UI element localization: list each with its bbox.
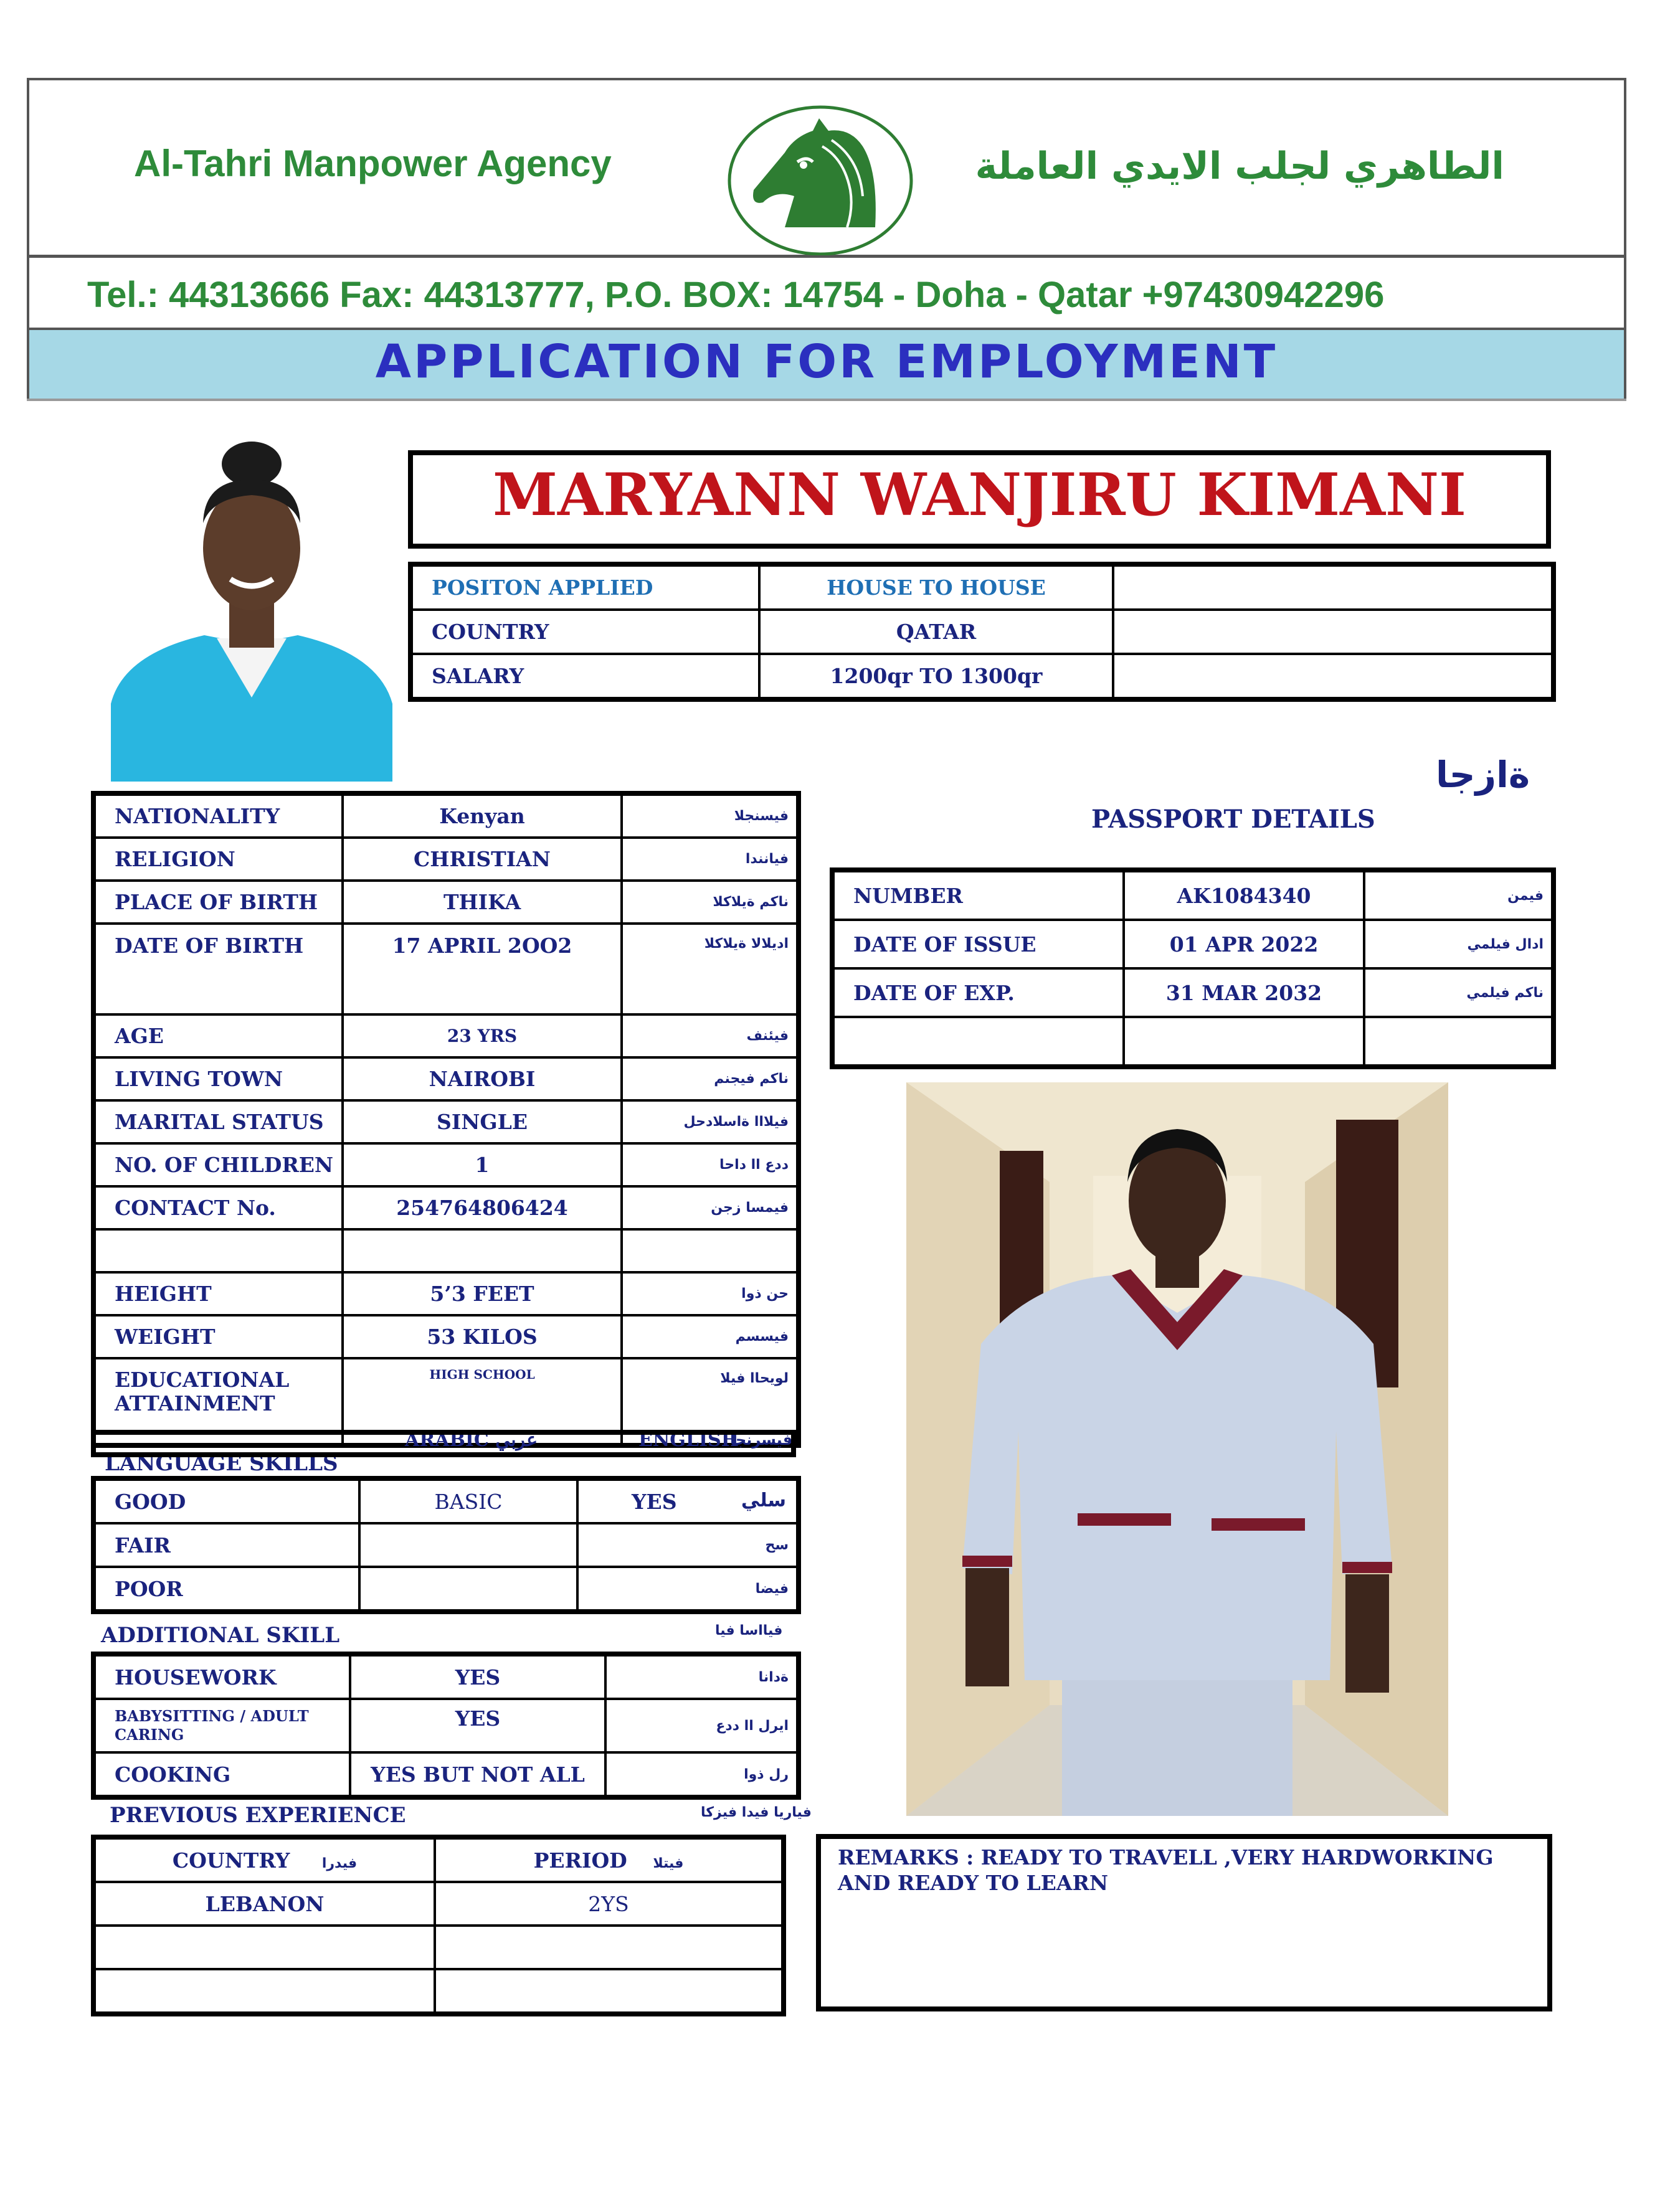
table-row: [93, 1229, 799, 1272]
empty-cell: [1124, 1017, 1364, 1067]
fair-arabic-value: [359, 1523, 577, 1567]
fair-arabic-label: سح: [577, 1523, 799, 1567]
date-of-expiry-label: DATE OF EXP.: [832, 968, 1124, 1017]
table-row: [93, 1315, 799, 1358]
weight-label: WEIGHT: [93, 1315, 343, 1358]
country-header-arabic: فيدرا: [321, 1855, 358, 1871]
table-row: [93, 1567, 799, 1612]
empty-cell: [1113, 564, 1553, 610]
religion-label: RELIGION: [93, 838, 343, 881]
table-row: [93, 1143, 799, 1186]
language-header-bar: [91, 1430, 796, 1457]
living-town-value: NAIROBI: [343, 1057, 622, 1100]
good-arabic-label: سلي: [741, 1490, 786, 1511]
additional-skill-title: ADDITIONAL SKILL: [101, 1623, 340, 1648]
weight-value: 53 KILOS: [343, 1315, 622, 1358]
country-value: QATAR: [759, 610, 1113, 654]
date-of-expiry-value: 31 MAR 2032: [1124, 968, 1364, 1017]
table-row: [93, 1272, 799, 1315]
table-row: [93, 838, 799, 881]
table-row: [410, 610, 1553, 654]
salary-value: 1200qr TO 1300qr: [759, 654, 1113, 699]
passport-details-title: PASSPORT DETAILS: [1091, 805, 1375, 834]
country-header-text: COUNTRY: [172, 1848, 290, 1873]
additional-skill-title-arabic: فيااسا فيا: [715, 1623, 783, 1638]
table-row: [410, 654, 1553, 699]
empty-cell: [1113, 610, 1553, 654]
header-divider: [27, 399, 1626, 412]
table-row: [93, 924, 799, 1014]
table-row: [93, 1752, 799, 1797]
table-row: [93, 1882, 784, 1926]
cooking-arabic: رل ذوا: [605, 1752, 799, 1797]
good-english-value: YES: [632, 1489, 677, 1514]
religion-arabic: فيانندا: [622, 838, 799, 881]
language-skills-title: LANGUAGE SKILLS: [105, 1451, 338, 1476]
good-label: GOOD: [93, 1478, 359, 1523]
passport-number-arabic: فيمن: [1364, 870, 1553, 920]
education-value: HIGH SCHOOL: [343, 1358, 622, 1445]
table-row: [93, 1100, 799, 1143]
date-of-birth-label: DATE OF BIRTH: [93, 924, 343, 1014]
table-row: [832, 968, 1553, 1017]
table-row: [93, 1523, 799, 1567]
children-value: 1: [343, 1143, 622, 1186]
english-column-header: ENGLISH: [638, 1429, 739, 1451]
previous-experience-title-arabic: فياريا فيدا فيزكا: [701, 1805, 812, 1820]
contact-label: CONTACT No.: [93, 1186, 343, 1229]
period-header-arabic: فيتلا: [653, 1855, 684, 1871]
table-row: [93, 1057, 799, 1100]
agency-name-arabic: الطاهري لجلب الايدي العاملة: [975, 144, 1504, 188]
contact-arabic: فيمسا زجن: [622, 1186, 799, 1229]
date-of-issue-label: DATE OF ISSUE: [832, 920, 1124, 968]
cooking-value: YES BUT NOT ALL: [350, 1752, 605, 1797]
age-value: 23 YRS: [343, 1014, 622, 1057]
passport-number-label: NUMBER: [832, 870, 1124, 920]
candidate-name: MARYANN WANJIRU KIMANI: [492, 461, 1467, 529]
poor-arabic-value: [359, 1567, 577, 1612]
table-row: [93, 1969, 784, 2014]
empty-cell: [1364, 1017, 1553, 1067]
experience-period: 2YS: [435, 1882, 784, 1926]
date-of-birth-value: 17 APRIL 2OO2: [343, 924, 622, 1014]
experience-country: [93, 1926, 435, 1969]
previous-experience-table: [91, 1835, 786, 2016]
remarks-text: REMARKS : READY TO TRAVELL ,VERY HARDWORKING AND READY TO LEARN: [838, 1845, 1494, 1895]
place-of-birth-value: THIKA: [343, 881, 622, 924]
horse-head-logo: [726, 103, 916, 258]
table-row: [832, 1017, 1553, 1067]
nationality-arabic: فيسنجلا: [622, 793, 799, 838]
form-title: APPLICATION FOR EMPLOYMENT: [375, 335, 1278, 389]
salary-label: SALARY: [410, 654, 759, 699]
fair-label: FAIR: [93, 1523, 359, 1567]
full-body-photo: [906, 1082, 1448, 1816]
religion-value: CHRISTIAN: [343, 838, 622, 881]
nationality-label: NATIONALITY: [93, 793, 343, 838]
height-arabic: حن ذوا: [622, 1272, 799, 1315]
nationality-value: Kenyan: [343, 793, 622, 838]
table-row: [832, 920, 1553, 968]
experience-country: LEBANON: [93, 1882, 435, 1926]
poor-arabic-label: فيضا: [577, 1567, 799, 1612]
date-of-birth-arabic: اديلالا ةيلاكلا: [622, 924, 799, 1014]
passport-details-table: [830, 867, 1556, 1069]
date-of-expiry-arabic: ناكم فيلمي: [1364, 968, 1553, 1017]
agency-name-english: Al-Tahri Manpower Agency: [134, 143, 612, 184]
country-label: COUNTRY: [410, 610, 759, 654]
table-row: [93, 1837, 784, 1882]
table-row: [93, 1654, 799, 1699]
housework-arabic: ةدانا: [605, 1654, 799, 1699]
passport-title-arabic: ةازجا: [1436, 754, 1530, 796]
english-column-header-arabic: فيسرنجا: [730, 1431, 793, 1449]
country-column-header: [93, 1837, 435, 1882]
table-row: [410, 564, 1553, 610]
passport-number-value: AK1084340: [1124, 870, 1364, 920]
marital-status-arabic: فيلااا ةاسلادحل: [622, 1100, 799, 1143]
empty-cell: [622, 1229, 799, 1272]
position-value: HOUSE TO HOUSE: [759, 564, 1113, 610]
table-row: [93, 793, 799, 838]
height-value: 5’3 FEET: [343, 1272, 622, 1315]
table-row: [93, 881, 799, 924]
babysitting-value: YES: [350, 1699, 605, 1752]
housework-value: YES: [350, 1654, 605, 1699]
table-row: [93, 1478, 799, 1523]
education-label: EDUCATIONAL ATTAINMENT: [93, 1358, 343, 1445]
babysitting-label: BABYSITTING / ADULT CARING: [93, 1699, 350, 1752]
table-row: [93, 1926, 784, 1969]
experience-period: [435, 1926, 784, 1969]
arabic-column-header: ARABIC عربي: [405, 1429, 538, 1451]
position-label: POSITON APPLIED: [410, 564, 759, 610]
housework-label: HOUSEWORK: [93, 1654, 350, 1699]
height-label: HEIGHT: [93, 1272, 343, 1315]
age-label: AGE: [93, 1014, 343, 1057]
previous-experience-title: PREVIOUS EXPERIENCE: [110, 1803, 406, 1828]
poor-label: POOR: [93, 1567, 359, 1612]
table-row: [93, 1014, 799, 1057]
experience-country: [93, 1969, 435, 2014]
babysitting-arabic: ايرل اا ددع: [605, 1699, 799, 1752]
personal-details-table: [91, 791, 801, 1448]
children-label: NO. OF CHILDREN: [93, 1143, 343, 1186]
period-header-text: PERIOD: [533, 1848, 627, 1873]
position-table: [408, 562, 1556, 702]
living-town-label: LIVING TOWN: [93, 1057, 343, 1100]
children-arabic: ددع اا داحا: [622, 1143, 799, 1186]
date-of-issue-value: 01 APR 2022: [1124, 920, 1364, 968]
cooking-label: COOKING: [93, 1752, 350, 1797]
contact-line: Tel.: 44313666 Fax: 44313777, P.O. BOX: 14754 - Doha - Qatar +97430942296: [87, 275, 1385, 315]
contact-value: 254764806424: [343, 1186, 622, 1229]
empty-cell: [832, 1017, 1124, 1067]
portrait-photo: [111, 430, 392, 782]
place-of-birth-arabic: ناكم ةيلاكلا: [622, 881, 799, 924]
period-column-header: [435, 1837, 784, 1882]
empty-cell: [93, 1229, 343, 1272]
language-skills-table: [91, 1476, 801, 1614]
education-arabic: لويحاا فيلا: [622, 1358, 799, 1445]
age-arabic: فيئنف: [622, 1014, 799, 1057]
empty-cell: [1113, 654, 1553, 699]
weight-arabic: فيسسم: [622, 1315, 799, 1358]
marital-status-value: SINGLE: [343, 1100, 622, 1143]
table-row: [93, 1699, 799, 1752]
empty-cell: [343, 1229, 622, 1272]
good-english-cell: [577, 1478, 799, 1523]
table-row: [832, 870, 1553, 920]
date-of-issue-arabic: ادال فيلمي: [1364, 920, 1553, 968]
living-town-arabic: ناكم فيجنم: [622, 1057, 799, 1100]
good-arabic-value: BASIC: [359, 1478, 577, 1523]
table-row: [93, 1186, 799, 1229]
experience-period: [435, 1969, 784, 2014]
marital-status-label: MARITAL STATUS: [93, 1100, 343, 1143]
place-of-birth-label: PLACE OF BIRTH: [93, 881, 343, 924]
additional-skills-table: [91, 1652, 801, 1800]
